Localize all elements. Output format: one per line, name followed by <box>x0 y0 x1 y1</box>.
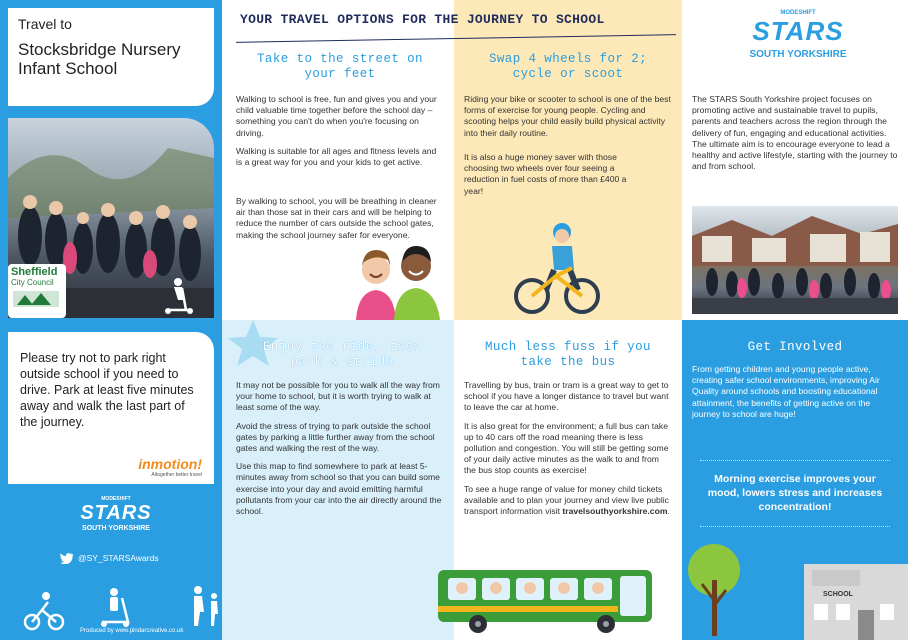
bus-heading: Much less fuss if you take the bus <box>485 340 651 369</box>
travel-options-banner: YOUR TRAVEL OPTIONS FOR THE JOURNEY TO SCHOOL <box>240 12 605 27</box>
cyclist-icon <box>25 602 63 629</box>
sheffield-crest-icon <box>11 287 61 309</box>
walking-parents-illustration <box>352 238 444 320</box>
cycle-heading: Swap 4 wheels for 2; cycle or scoot <box>488 52 648 81</box>
stars-modeshift-label-right: MODESHIFT <box>780 10 816 16</box>
school-sign: SCHOOL <box>823 591 853 598</box>
school-street-illustration <box>692 206 898 314</box>
school-building-illustration <box>684 540 908 640</box>
stars-info-body <box>692 94 898 179</box>
park-advice-card <box>8 332 214 484</box>
inmotion-name: inmotion! <box>138 456 202 472</box>
park-stride-paragraph-3: Use this map to find somewhere to park at least 5-minutes away from school so that you can build some exercise into your day and avoid emitting harmful pollutants from your car into the air directly around the school. <box>236 461 442 517</box>
park-stride-paragraph-2: Avoid the stress of trying to park outside the school gates by parking a little further away from the school gates and walking the rest of the way. <box>236 420 435 454</box>
stars-info-paragraph: The STARS South Yorkshire project focuses on promoting active and sustainable travel to pupils, parents and teachers across the region through the delivery of fun, engaging and educational activities. The ultimate aim is to encourage everyone to lead a healthy and active lifestyle, starting with the journey to and from school. <box>692 94 898 172</box>
bus-paragraph-3 <box>464 484 672 518</box>
produced-by-credit: Produced by www.pindarcreative.co.uk <box>80 628 184 634</box>
walk-body <box>236 94 442 175</box>
walk-paragraph-3-text: By walking to school, you will be breathing in cleaner air than those sat in their cars and will be helping to reduce the number of cars outside the school gates, making the school journey safer for everyone. <box>236 196 437 240</box>
divider-top <box>700 460 890 461</box>
cycle-body-2 <box>464 152 640 204</box>
divider-bottom <box>700 526 890 527</box>
school-title-card <box>8 8 214 106</box>
twitter-icon <box>60 552 74 564</box>
get-involved-body <box>692 364 898 427</box>
bus-paragraph-2: It is also great for the environment; a full bus can take up to 40 cars off the road meaning there is less pollution and congestion. You will still be getting some of your daily active minutes as the walk to and from the bus stop counts as exercise! <box>464 420 669 476</box>
stars-wordmark-right: STARS <box>752 16 844 46</box>
morning-exercise-callout: Morning exercise improves your mood, lowers stress and increases concentration! <box>707 473 883 513</box>
travel-to-label: Travel to <box>18 16 72 32</box>
cycle-paragraph-2: It is also a huge money saver with those choosing two wheels over four seeing a reduction in fuel costs of more than £400 a year! <box>464 152 627 196</box>
inmotion-logo <box>138 456 202 478</box>
stars-region-right: SOUTH YORKSHIRE <box>749 49 847 60</box>
stars-logo-right <box>728 10 868 60</box>
park-stride-body <box>236 380 442 524</box>
active-travel-icons <box>22 586 222 632</box>
cycle-body <box>464 94 672 146</box>
stars-region: SOUTH YORKSHIRE <box>82 525 150 532</box>
school-street-photo <box>692 206 898 314</box>
twitter-handle[interactable] <box>60 552 159 564</box>
twitter-handle-text: @SY_STARSAwards <box>78 553 159 563</box>
bus-link-end: . <box>667 506 670 517</box>
get-involved-paragraph: From getting children and young people active, creating safer school environments, improving Air Quality around schools and boosting educational attainment, the benefits of getting active on the journey to school are huge! <box>692 364 880 419</box>
walk-heading: Take to the street on your feet <box>257 52 423 81</box>
sheffield-city-council-logo <box>8 264 66 318</box>
scooter-rider-icon <box>101 588 129 627</box>
walking-family-icon <box>194 586 218 626</box>
travel-south-yorkshire-link[interactable]: travelsouthyorkshire.com <box>562 506 668 517</box>
bus-paragraph-3-text: To see a huge range of value for money child tickets available and to plan your journey and view live public transport information visit <box>464 483 669 517</box>
scooter-kid-icon <box>160 276 196 316</box>
stars-logo-left <box>66 496 166 532</box>
child-cyclist-illustration <box>512 220 604 318</box>
inmotion-tagline: Altogether better travel <box>151 472 202 478</box>
stars-wordmark: STARS <box>80 502 152 524</box>
bus-paragraph-1: Travelling by bus, train or tram is a great way to get to school if you have a longer distance to travel but want to leave the car at home. <box>464 380 669 413</box>
sheffield-name: Sheffield <box>11 266 58 278</box>
bus-body <box>464 380 672 524</box>
cycle-paragraph-1: Riding your bike or scooter to school is one of the best forms of exercise for young people. Cycling and scooting helps your child easily build physical activity into their daily routine. <box>464 94 671 138</box>
park-advice-text: Please try not to park right outside school if you need to drive. Park at least five minutes away and walk the last part of the journey. <box>20 351 194 429</box>
walk-paragraph-1: Walking to school is free, fun and gives you and your child valuable time together before the school day – something you can't do when you're focusing on driving. <box>236 94 437 138</box>
park-stride-heading: Enjoy the ride, then park & stride <box>262 340 422 369</box>
get-involved-heading: Get Involved <box>747 340 843 354</box>
sheffield-subtitle: City Council <box>11 278 54 287</box>
walk-paragraph-2: Walking is suitable for all ages and fitness levels and is a great way for you and your kids to get active. <box>236 145 437 168</box>
park-stride-paragraph-1: It may not be possible for you to walk all the way from your home to school, but it is worth trying to walk at least some of the way. <box>236 380 440 413</box>
school-name: Stocksbridge Nursery Infant School <box>18 40 181 78</box>
bus-illustration <box>436 566 654 636</box>
stars-modeshift-label: MODESHIFT <box>101 496 131 502</box>
